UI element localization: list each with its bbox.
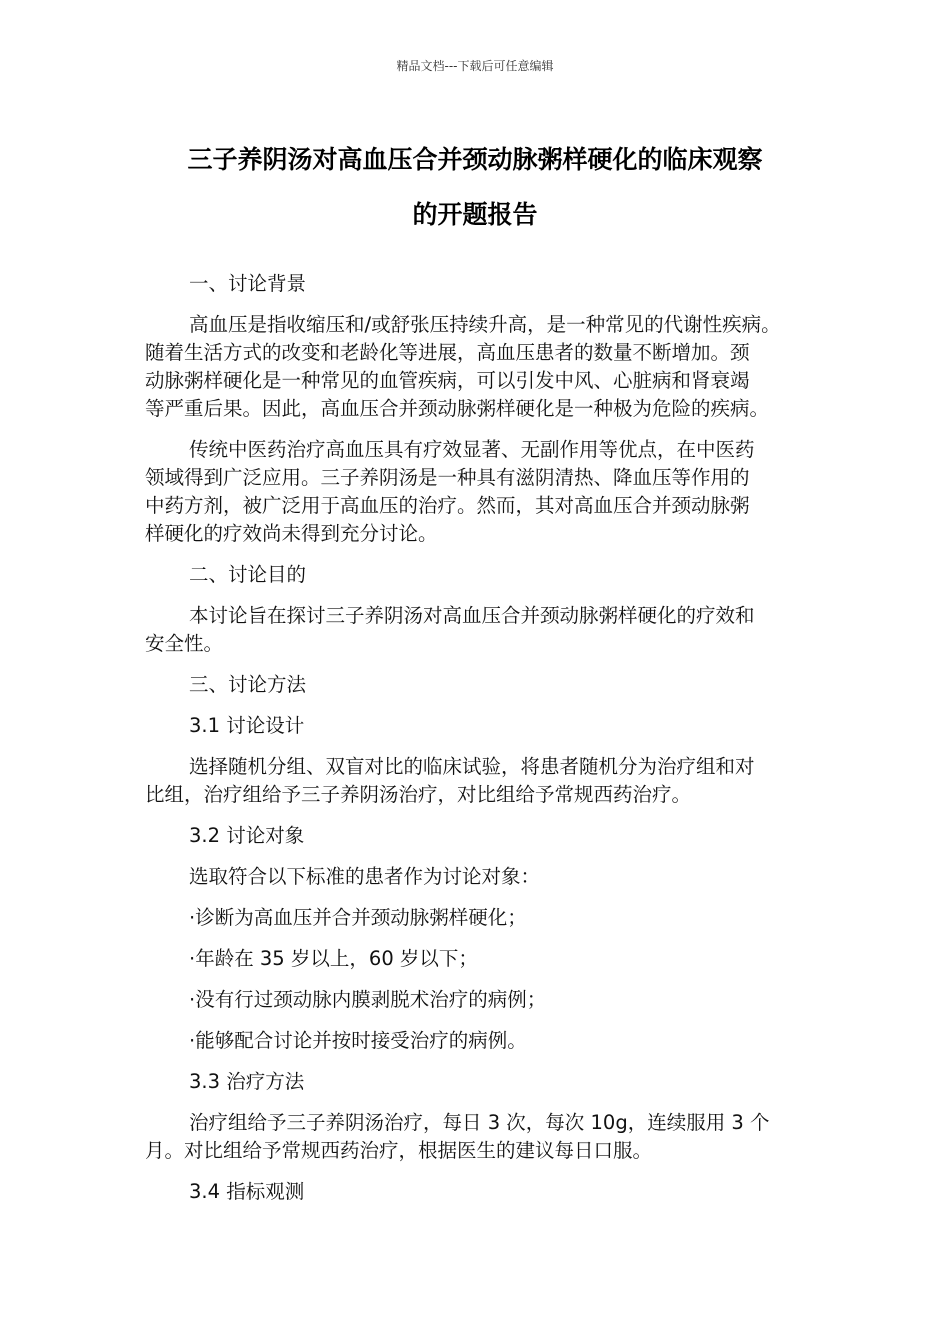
paragraph-line: 治疗组给予三子养阴汤治疗，每日 3 次，每次 10g，连续服用 3 个 [189,1111,770,1134]
header-note: 精品文档---下载后可任意编辑 [396,59,554,73]
subsection-heading-subjects: 3.2 讨论对象 [189,824,305,847]
section-heading-background: 一、讨论背景 [189,272,307,295]
paragraph-line: 领域得到广泛应用。三子养阴汤是一种具有滋阴清热、降血压等作用的 [145,466,750,489]
paragraph-line: 样硬化的疗效尚未得到充分讨论。 [145,522,438,545]
list-item: ·能够配合讨论并按时接受治疗的病例。 [189,1029,527,1052]
paragraph-line: 选择随机分组、双盲对比的临床试验，将患者随机分为治疗组和对 [189,755,755,778]
paragraph-line: 中药方剂，被广泛用于高血压的治疗。然而，其对高血压合并颈动脉粥 [145,494,750,517]
paragraph-line: 传统中医药治疗高血压具有疗效显著、无副作用等优点，在中医药 [189,438,755,461]
paragraph-line: 高血压是指收缩压和/或舒张压持续升高，是一种常见的代谢性疾病。 [189,313,781,336]
paragraph-line: 本讨论旨在探讨三子养阴汤对高血压合并颈动脉粥样硬化的疗效和 [189,604,755,627]
subsection-heading-indicators: 3.4 指标观测 [189,1180,305,1203]
subsection-heading-design: 3.1 讨论设计 [189,714,305,737]
list-item: ·诊断为高血压并合并颈动脉粥样硬化； [189,906,527,929]
section-heading-methods: 三、讨论方法 [189,673,307,696]
list-item: ·年龄在 35 岁以上，60 岁以下； [189,947,478,970]
paragraph-line: 等严重后果。因此，高血压合并颈动脉粥样硬化是一种极为危险的疾病。 [145,397,770,420]
paragraph-line: 动脉粥样硬化是一种常见的血管疾病，可以引发中风、心脏病和肾衰竭 [145,369,750,392]
paragraph-line: 安全性。 [145,632,224,655]
paragraph-line: 随着生活方式的改变和老龄化等进展，高血压患者的数量不断增加。颈 [145,341,750,364]
subsection-heading-treatment: 3.3 治疗方法 [189,1070,305,1093]
paragraph-line: 选取符合以下标准的患者作为讨论对象： [189,865,541,888]
list-item: ·没有行过颈动脉内膜剥脱术治疗的病例； [189,988,547,1011]
paragraph-line: 比组，治疗组给予三子养阴汤治疗，对比组给予常规西药治疗。 [145,783,692,806]
document-title-line-1: 三子养阴汤对高血压合并颈动脉粥样硬化的临床观察 [187,145,763,174]
document-title-line-2: 的开题报告 [412,200,538,229]
section-heading-purpose: 二、讨论目的 [189,563,307,586]
document-body [145,270,815,1206]
paragraph-line: 月。对比组给予常规西药治疗，根据医生的建议每日口服。 [145,1139,653,1162]
